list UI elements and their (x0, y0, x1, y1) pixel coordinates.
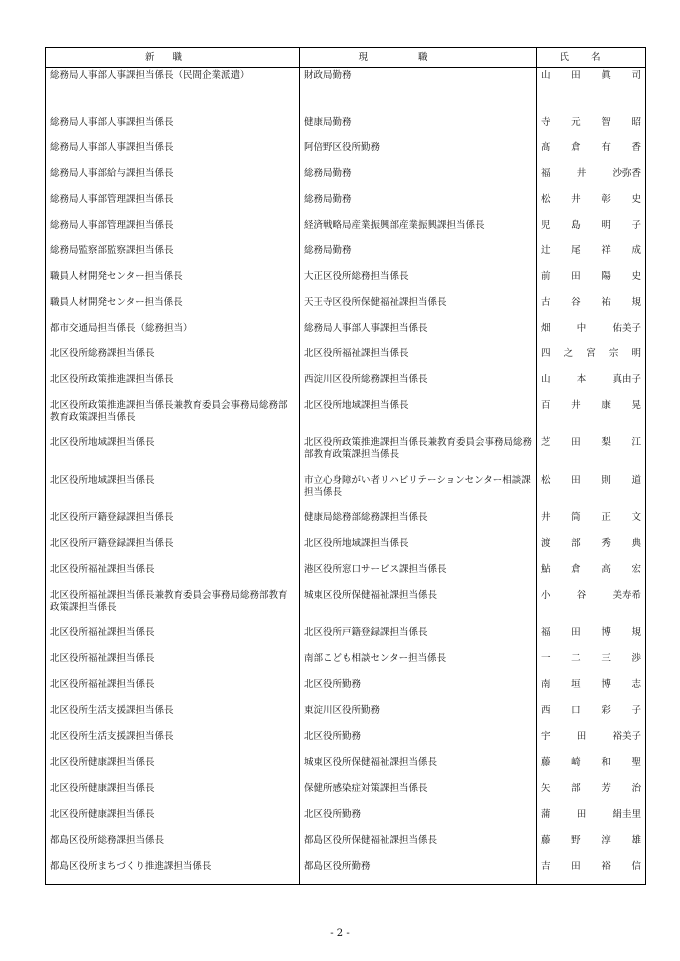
new-position-cell: 職員人材開発センター担当係長 (46, 269, 300, 295)
current-position-cell: 北区役所地域課担当係長 (300, 536, 537, 562)
current-position-cell: 北区役所勤務 (300, 729, 537, 755)
name-cell (537, 473, 646, 510)
name-text: 鮎 倉 高 宏 (541, 563, 641, 575)
name-text: 百 井 康 晃 (541, 399, 641, 411)
current-position-cell: 西淀川区役所総務課担当係長 (300, 372, 537, 398)
new-position-cell: 都島区役所総務課担当係長 (46, 833, 300, 859)
current-position-cell: 北区役所勤務 (300, 807, 537, 833)
new-position-cell: 職員人材開発センター担当係長 (46, 295, 300, 321)
name-cell (537, 755, 646, 781)
name-cell (537, 588, 646, 625)
name-text: 辻 尾 祥 成 (541, 244, 641, 256)
table-row (46, 435, 646, 473)
new-position-cell: 総務局人事部人事課担当係長 (46, 115, 300, 140)
name-cell (537, 269, 646, 295)
name-cell (537, 859, 646, 885)
table-row (46, 536, 646, 562)
name-text: 四 之 宮 宗 明 (541, 347, 641, 359)
name-text: 畑 中 佑美子 (541, 322, 641, 334)
table-row (46, 346, 646, 372)
table-row (46, 321, 646, 346)
name-text: 西 口 彩 子 (541, 704, 641, 716)
name-cell (537, 68, 646, 115)
name-text: 吉 田 裕 信 (541, 860, 641, 872)
current-position-cell: 阿倍野区役所勤務 (300, 140, 537, 166)
table-row (46, 651, 646, 677)
new-position-cell: 北区役所政策推進課担当係長 (46, 372, 300, 398)
name-text: 児 島 明 子 (541, 219, 641, 231)
table-row (46, 295, 646, 321)
table-row (46, 833, 646, 859)
current-position-cell: 都島区役所勤務 (300, 859, 537, 885)
new-position-cell: 総務局人事部管理課担当係長 (46, 192, 300, 218)
header-current-position: 現職 (300, 48, 537, 68)
current-position-cell: 北区役所地域課担当係長 (300, 398, 537, 435)
name-text: 松 田 則 道 (541, 474, 641, 486)
current-position-cell: 港区役所窓口サービス課担当係長 (300, 562, 537, 588)
new-position-cell: 総務局人事部給与課担当係長 (46, 166, 300, 192)
name-text: 髙 倉 有 香 (541, 141, 641, 153)
name-cell (537, 536, 646, 562)
current-position-cell: 健康局総務部総務課担当係長 (300, 510, 537, 536)
name-cell (537, 807, 646, 833)
name-cell (537, 729, 646, 755)
current-position-cell: 城東区役所保健福祉課担当係長 (300, 755, 537, 781)
current-position-cell: 総務局勤務 (300, 243, 537, 269)
current-position-cell: 経済戦略局産業振興部産業振興課担当係長 (300, 218, 537, 243)
new-position-cell: 北区役所生活支援課担当係長 (46, 703, 300, 729)
current-position-cell: 健康局勤務 (300, 115, 537, 140)
name-text: 藤 崎 和 聖 (541, 756, 641, 768)
name-cell (537, 218, 646, 243)
personnel-table (45, 47, 646, 885)
current-position-cell: 城東区役所保健福祉課担当係長 (300, 588, 537, 625)
name-text: 福 井 沙弥香 (541, 167, 641, 179)
new-position-cell: 北区役所戸籍登録課担当係長 (46, 536, 300, 562)
new-position-cell: 北区役所政策推進課担当係長兼教育委員会事務局総務部教育政策課担当係長 (46, 398, 300, 435)
table-row (46, 473, 646, 510)
name-text: 山 田 眞 司 (541, 70, 641, 81)
current-position-cell: 市立心身障がい者リハビリテーションセンター相談課担当係長 (300, 473, 537, 510)
name-text: 福 田 博 規 (541, 626, 641, 638)
name-cell (537, 625, 646, 651)
new-position-cell: 北区役所福祉課担当係長兼教育委員会事務局総務部教育政策課担当係長 (46, 588, 300, 625)
header-new-position: 新職 (46, 48, 300, 68)
table-row (46, 755, 646, 781)
table-row (46, 166, 646, 192)
current-position-cell: 東淀川区役所勤務 (300, 703, 537, 729)
table-row (46, 398, 646, 435)
name-text: 渡 部 秀 典 (541, 537, 641, 549)
table-row (46, 703, 646, 729)
name-cell (537, 321, 646, 346)
new-position-cell: 北区役所地域課担当係長 (46, 435, 300, 473)
current-position-cell: 総務局勤務 (300, 166, 537, 192)
new-position-cell: 北区役所健康課担当係長 (46, 781, 300, 807)
new-position-cell: 北区役所福祉課担当係長 (46, 651, 300, 677)
new-position-cell: 北区役所健康課担当係長 (46, 807, 300, 833)
name-text: 松 井 彰 史 (541, 193, 641, 205)
new-position-cell: 北区役所福祉課担当係長 (46, 677, 300, 703)
current-position-cell: 北区役所福祉課担当係長 (300, 346, 537, 372)
current-position-cell: 北区役所戸籍登録課担当係長 (300, 625, 537, 651)
name-cell (537, 243, 646, 269)
new-position-cell: 総務局監察部監察課担当係長 (46, 243, 300, 269)
new-position-cell: 北区役所福祉課担当係長 (46, 562, 300, 588)
table-row (46, 243, 646, 269)
name-text: 芝 田 梨 江 (541, 436, 641, 448)
name-text: 古 谷 祐 規 (541, 296, 641, 308)
new-position-cell: 北区役所戸籍登録課担当係長 (46, 510, 300, 536)
name-cell (537, 166, 646, 192)
new-position-cell: 総務局人事部人事課担当係長 (46, 140, 300, 166)
new-position-cell: 北区役所総務課担当係長 (46, 346, 300, 372)
table-row (46, 859, 646, 885)
name-cell (537, 398, 646, 435)
current-position-cell: 都島区役所保健福祉課担当係長 (300, 833, 537, 859)
name-text: 蒲 田 絹圭里 (541, 808, 641, 820)
new-position-cell: 都島区役所まちづくり推進課担当係長 (46, 859, 300, 885)
table-row (46, 115, 646, 140)
name-text: 井 筒 正 文 (541, 511, 641, 523)
current-position-cell: 南部こども相談センター担当係長 (300, 651, 537, 677)
page-number: - 2 - (330, 928, 350, 939)
name-text: 南 垣 博 志 (541, 678, 641, 690)
new-position-cell: 北区役所健康課担当係長 (46, 755, 300, 781)
table-row (46, 68, 646, 115)
table-row (46, 625, 646, 651)
current-position-cell: 天王寺区役所保健福祉課担当係長 (300, 295, 537, 321)
name-cell (537, 140, 646, 166)
name-text: 矢 部 芳 治 (541, 782, 641, 794)
name-cell (537, 833, 646, 859)
table-row (46, 372, 646, 398)
current-position-cell: 総務局勤務 (300, 192, 537, 218)
name-cell (537, 115, 646, 140)
table-row (46, 140, 646, 166)
current-position-cell: 北区役所政策推進課担当係長兼教育委員会事務局総務部教育政策課担当係長 (300, 435, 537, 473)
name-text: 宇 田 裕美子 (541, 730, 641, 742)
name-text: 寺 元 智 昭 (541, 116, 641, 128)
current-position-cell: 総務局人事部人事課担当係長 (300, 321, 537, 346)
name-cell (537, 510, 646, 536)
name-cell (537, 703, 646, 729)
table-row (46, 729, 646, 755)
current-position-cell: 保健所感染症対策課担当係長 (300, 781, 537, 807)
header-name: 氏名 (537, 48, 646, 68)
name-text: 藤 野 淳 雄 (541, 834, 641, 846)
table-row (46, 218, 646, 243)
new-position-cell: 総務局人事部人事課担当係長（民間企業派遣） (46, 68, 300, 115)
name-cell (537, 435, 646, 473)
new-position-cell: 総務局人事部管理課担当係長 (46, 218, 300, 243)
name-cell (537, 192, 646, 218)
new-position-cell: 都市交通局担当係長（総務担当） (46, 321, 300, 346)
table-row (46, 677, 646, 703)
current-position-cell: 北区役所勤務 (300, 677, 537, 703)
name-cell (537, 562, 646, 588)
table-row (46, 807, 646, 833)
name-cell (537, 677, 646, 703)
table-row (46, 588, 646, 625)
name-cell (537, 346, 646, 372)
name-cell (537, 372, 646, 398)
name-cell (537, 295, 646, 321)
name-cell (537, 781, 646, 807)
new-position-cell: 北区役所地域課担当係長 (46, 473, 300, 510)
name-text: 一 二 三 渉 (541, 652, 641, 664)
new-position-cell: 北区役所生活支援課担当係長 (46, 729, 300, 755)
table-header-row (46, 48, 646, 68)
current-position-cell: 大正区役所総務担当係長 (300, 269, 537, 295)
name-text: 山 本 真由子 (541, 373, 641, 385)
table-row (46, 562, 646, 588)
table-row (46, 510, 646, 536)
table-row (46, 781, 646, 807)
new-position-cell: 北区役所福祉課担当係長 (46, 625, 300, 651)
table-row (46, 192, 646, 218)
name-text: 前 田 陽 史 (541, 270, 641, 282)
name-cell (537, 651, 646, 677)
name-text: 小 谷 美寿希 (541, 589, 641, 601)
current-position-cell: 財政局勤務 (300, 68, 537, 115)
table-row (46, 269, 646, 295)
